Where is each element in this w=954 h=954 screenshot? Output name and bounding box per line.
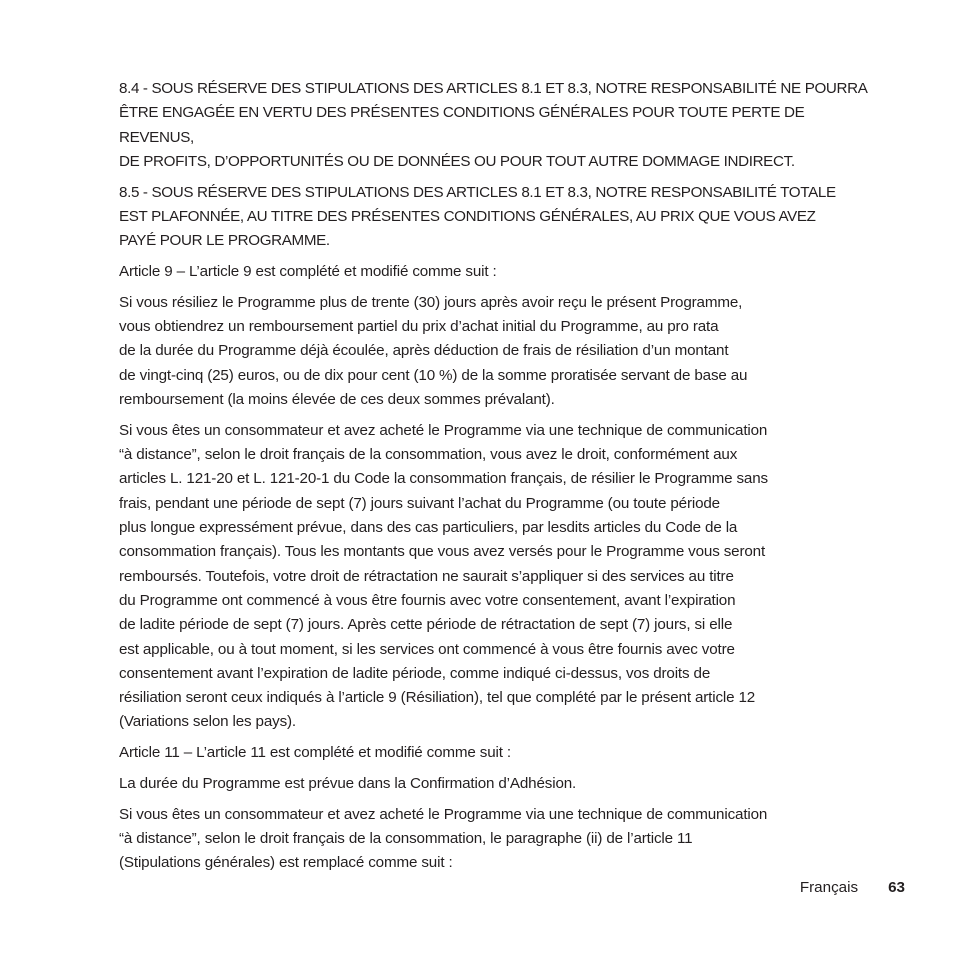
paragraph-article-9-refund: Si vous résiliez le Programme plus de trente (30) jours après avoir reçu le présent Programme, vous obtiendrez un remboursement partiel du prix d’achat initial du Programme, au pro rata de la durée du Programme déjà écoulée, après déduction de frais de résiliation d’un montant de vingt-cinq (25) euros, ou de dix pour cent (10 %) de la somme proratisée servant de base au remboursement (la moins élevée de ces deux sommes prévalant). bbox=[119, 293, 748, 409]
page-number: 63 bbox=[888, 879, 905, 896]
paragraph-article-9-distance-sale: Si vous êtes un consommateur et avez acheté le Programme via une technique de communication “à distance”, selon le droit français de la consommation, vous avez le droit, conformément aux articles L. 121-20 et L. 121-20-1 du Code la consommation français, de résilier le Programme sans frais, pendant une période de sept (7) jours suivant l’achat du Programme (ou toute période plus longue expressément prévue, dans des cas particuliers, par lesdits articles du Code de la consommation français). Tous les montants que vous avez versés pour le Programme vous seront remboursés. Toutefois, votre droit de rétractation ne saurait s’appliquer si des services au titre du Programme ont commencé à vous être fournis avec votre consentement, avant l’expiration de ladite période de sept (7) jours. Après cette période de rétractation de sept (7) jours, si elle est applicable, ou à tout moment, si les services ont commencé à vous être fournis avec votre consentement avant l’expiration de ladite période, comme indiqué ci-dessus, vos droits de résiliation seront ceux indiqués à l’article 9 (Résiliation), tel que complété par le présent article 12 (Variations selon les pays). bbox=[119, 421, 768, 731]
paragraph-article-11-distance-sale: Si vous êtes un consommateur et avez acheté le Programme via une technique de communication “à distance”, selon le droit français de la consommation, le paragraphe (ii) de l’article 11 (Stipulations générales) est remplacé comme suit : bbox=[119, 805, 768, 872]
paragraph-8-4: 8.4 - SOUS RÉSERVE DES STIPULATIONS DES ARTICLES 8.1 ET 8.3, NOTRE RESPONSABILITÉ NE POURRA ÊTRE ENGAGÉE EN VERTU DES PRÉSENTES CONDITIONS GÉNÉRALES POUR TOUTE PERTE DE REVENUS, DE PROFITS, D’OPPORTUNITÉS OU DE DONNÉES OU POUR TOUT AUTRE DOMMAGE INDIRECT. bbox=[119, 80, 868, 170]
footer-language: Français bbox=[799, 879, 859, 896]
paragraph-article-11-heading: Article 11 – L’article 11 est complété et modifié comme suit : bbox=[119, 744, 511, 762]
paragraph-8-5: 8.5 - SOUS RÉSERVE DES STIPULATIONS DES ARTICLES 8.1 ET 8.3, NOTRE RESPONSABILITÉ TOTALE EST PLAFONNÉE, AU TITRE DES PRÉSENTES CONDITIONS GÉNÉRALES, AU PRIX QUE VOUS AVEZ PAYÉ POUR LE PROGRAMME. bbox=[119, 183, 836, 250]
page-footer bbox=[800, 876, 905, 900]
paragraph-article-11-duration: La durée du Programme est prévue dans la Confirmation d’Adhésion. bbox=[119, 775, 577, 793]
document-body bbox=[119, 77, 879, 882]
paragraph-article-9-heading: Article 9 – L’article 9 est complété et modifié comme suit : bbox=[119, 263, 497, 281]
